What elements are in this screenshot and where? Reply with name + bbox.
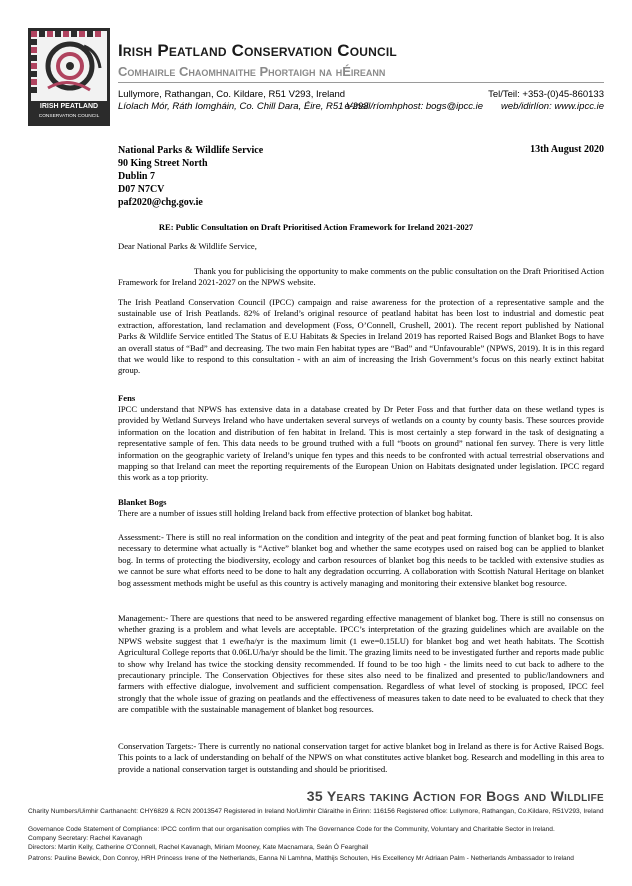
- recipient-line: 90 King Street North: [118, 158, 208, 169]
- recipient-line: Dublin 7: [118, 171, 155, 182]
- recipient-email[interactable]: paf2020@chg.gov.ie: [118, 197, 203, 208]
- contact-line: [327, 101, 604, 112]
- telephone: Tel/Teil: +353-(0)45-860133: [488, 89, 604, 100]
- recipient-line: National Parks & Wildlife Service: [118, 145, 264, 156]
- footer-directors: Directors: Martin Kelly, Catherine O’Connell, Rachel Kavanagh, Miriam Mooney, Kate Macnamara, Seán Ó Fearghail: [28, 844, 369, 851]
- paragraph-conservation-targets: Conservation Targets:- There is currently no national conservation target for active blanket bog in Ireland as there is for Active Raised Bogs. This points to a lack of understanding on behalf of the NPWS on what constitutes active blanket bog. Research and modelling in this area to provide a national conservation target is outstanding and should be prioritised.: [118, 741, 604, 774]
- website[interactable]: web/idirlíon: www.ipcc.ie: [501, 101, 604, 112]
- heading-fens: Fens: [118, 393, 136, 403]
- recipient-address: [118, 144, 263, 209]
- paragraph-blanket-bogs: There are a number of issues still holding Ireland back from effective protection of blanket bog habitat.: [118, 508, 473, 518]
- tagline: 35 Years taking Action for Bogs and Wildlife: [306, 788, 604, 804]
- intro-paragraph: Thank you for publicising the opportunity to make comments on the public consultation on the Draft Prioritised Action Framework for Ireland 2021-2027 on the NPWS website.: [118, 266, 604, 288]
- address-irish: Líolach Mór, Ráth Iomgháin, Co. Chill Dara, Éire, R51 V293: [118, 101, 369, 112]
- organisation-name: Irish Peatland Conservation Council: [118, 41, 397, 60]
- paragraph-ipcc-overview: The Irish Peatland Conservation Council (IPCC) campaign and raise awareness for the protection of a representative sample and the sustainable use of Irish Peatlands. 82% of Ireland’s original resource of peatland habitat has been lost to industrial and domestic peat extraction, afforestation, land reclamation and development (Foss, O’Connell, Crushell, 2001). The recent report published by National Parks & Wildlife Service entitled The Status of E.U Habitats & Species in Ireland 2019 has reported Raised Bogs and Blanket Bogs to have an overall status of “Bad” and decreasing. The two main Fen habitat types are “Bad” and “Unfavourable” (NPWS, 2019). It is in this regard that we would like to respond to this consultation - with an aim of increasing the Irish Government’s focus on this nearly extinct habitat group.: [118, 297, 604, 376]
- header-divider: [118, 82, 604, 83]
- email[interactable]: e-mail/ríomhphost: bogs@ipcc.ie: [344, 101, 484, 112]
- ipcc-logo-mark: [28, 28, 110, 126]
- paragraph-assessment: Assessment:- There is still no real information on the condition and integrity of the peat and peat forming function of blanket bog. It is also necessary to determine what actually is “Active” blanket bog and whether the same ecotypes used on raised bog can be applied to blanket bog. In terms of protecting the biodiversity, ecology and carbon resources of blanket bog this needs to be tackled with extensive studies as we cannot be sure what efforts need to be done to halt any degradation occurring. A collaboration with Scottish Natural Heritage on blanket bog assessment methods might be useful as this country is actively managing and monitoring their extensive blanket bog resource.: [118, 532, 604, 588]
- ipcc-logo: [28, 28, 110, 126]
- subject-line: RE: Public Consultation on Draft Prioritised Action Framework for Ireland 2021-2027: [158, 222, 474, 232]
- logo-text-line2: CONSERVATION COUNCIL: [38, 114, 100, 119]
- paragraph-management: Management:- There are questions that need to be answered regarding effective management of blanket bog. There is still no consensus on whether grazing is a problem and what levels are acceptable. IPCC’s interpretation of the grazing guidelines which are available on the NPWS website suggest that 1 ewe/ha/yr is the maximum limit (1 ewe=0.15LU) for blanket bog and wet heath habitats. The Scottish Agricultural College reports that 0.06LU/ha/yr should be the limit. The grazing limits need to be investigated further and reports made public to show why Ireland has twice the stocking density recommended. If found to be too high - the limits need to cut back to adhere to the precautionary principle. The Conservation Objectives for these sites also need to be finalized and presented to public/landowners and farmers with effective dialogue, involvement and sufficient compensation. Regardless of what level of stocking is proposed, IPCC feel strongly that the whole issue of grazing on peatlands and the effectiveness of measures taken to date need to be evaluated to check that they are compatible with the sustainable management of blanket bog resources.: [118, 613, 604, 715]
- recipient-line: D07 N7CV: [118, 184, 165, 195]
- footer-charity: Charity Numbers/Uimhir Carthanacht: CHY6829 & RCN 20013547 Registered in Ireland No/Uimhir Cláraithe in Éirinn: 116156 Registered office: Lullymore, Rathangan, Co.Kildare, R51V293, Ireland: [28, 808, 604, 815]
- heading-blanket-bogs: Blanket Bogs: [118, 497, 167, 507]
- paragraph-fens: IPCC understand that NPWS has extensive data in a database created by Dr Peter Foss and that further data on these wetland types is provided by Wetland Surveys Ireland who have undertaken several surveys of wetlands on a county by county basis. These sources provide information on the location and distribution of fen habitat in Ireland. This is most certainly a step forward in the task of designating a representative sample of fen. This data needs to be ground truthed with a full “boots on ground” national fen survey. There is very little information on the geographic variety of Ireland’s unique fen types and this needs to be confronted with actual terrestrial observations and mapping so that Ireland can meet the reporting requirements of the European Union on Habitats designated under legislation. IPCC regard this work as a top priority.: [118, 404, 604, 483]
- footer-governance: Governance Code Statement of Compliance: IPCC confirm that our organisation complies with The Governance Code for the Community, Voluntary and Charitable Sector in Ireland.: [28, 826, 555, 833]
- letter-date: 13th August 2020: [530, 144, 604, 155]
- salutation: Dear National Parks & Wildlife Service,: [118, 241, 257, 251]
- address-english: Lullymore, Rathangan, Co. Kildare, R51 V293, Ireland: [118, 89, 346, 100]
- organisation-name-irish: Comhairle Chaomhnaithe Phortaigh na hÉireann: [118, 64, 386, 79]
- footer-secretary: Company Secretary: Rachel Kavanagh: [28, 835, 142, 842]
- logo-text-line1: IRISH PEATLAND: [39, 103, 99, 110]
- footer-patrons: Patrons: Pauline Bewick, Don Conroy, HRH Princess Irene of the Netherlands, Eanna Ni Lamhna, Matthijs Schouten, His Excellency Mr Adriaan Palm - Netherlands Ambassador to Ireland: [28, 855, 574, 862]
